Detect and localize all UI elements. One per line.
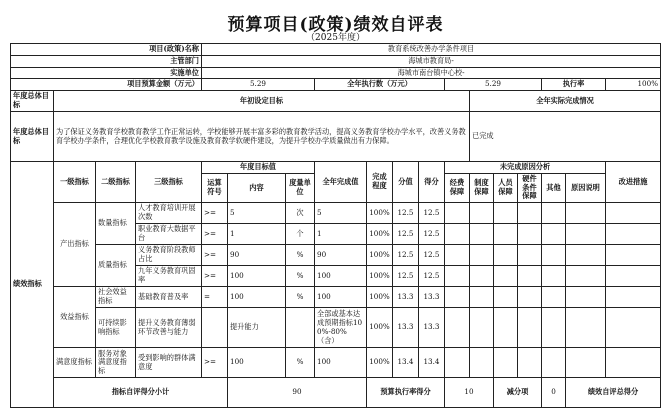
level1-header: 一级指标 (54, 162, 96, 203)
indicator-got: 13.4 (419, 348, 445, 378)
indicator-name: 人才教育培训开展次数 (136, 203, 202, 224)
score-header: 分值 (393, 162, 419, 203)
reason-group-header: 未完成原因分析 (445, 162, 606, 174)
indicator-got: 13.3 (419, 308, 445, 348)
total-label: 绩效自评总得分 (566, 378, 661, 407)
actual-header: 全年完成值 (315, 162, 367, 203)
indicator-degree: 100% (367, 245, 393, 266)
indicator-degree: 100% (367, 308, 393, 348)
reason-note-header: 原因说明 (566, 173, 606, 202)
goals-col-label: 年度总体目标 (11, 91, 54, 112)
subtotal-value: 90 (228, 378, 367, 407)
goals-actual-text: 已完成 (470, 112, 661, 162)
reason-system-header: 制度保障 (470, 173, 494, 202)
subtotal-label: 指标自评得分小计 (54, 378, 228, 407)
indicator-unit: % (286, 348, 315, 378)
table-row (11, 308, 661, 348)
dept-value: 海城市教育局- (202, 55, 661, 67)
performance-indicators-label: 绩效指标 (11, 162, 54, 407)
page-year: （2025年度） (306, 33, 365, 43)
satisfaction-group: 满意度指标 (54, 348, 96, 378)
page-title: 预算项目(政策)绩效自评表 (227, 15, 444, 35)
project-label: 项目(政策)名称 (11, 44, 202, 56)
budget-score-label: 预算执行率得分 (367, 378, 445, 407)
indicator-content: 提升能力 (228, 308, 286, 348)
got-header: 得分 (419, 162, 445, 203)
budget-rate-label: 执行率 (542, 79, 606, 91)
indicator-op (202, 308, 228, 348)
indicator-score: 13.4 (393, 348, 419, 378)
indicator-content: 1 (228, 224, 286, 245)
goals-initial-text: 为了保证义务教育学校教育教学工作正常运转，学校能够开展丰富多彩的教育教学活动，提高义务教育学校办学水平，改善义务教育学校办学条件，合理优化学校教育教学设施及教育教学软硬件建设，为提升学校办学质量做出有力保障。 (54, 112, 470, 162)
dept-row (11, 55, 661, 67)
sustain-group: 可持续影响指标 (96, 308, 136, 348)
op-header: 运算符号 (202, 173, 228, 202)
budget-exec-label: 全年执行数（万元） (315, 79, 445, 91)
indicator-actual: 全部或基本达成预期指标100%-80%（含） (315, 308, 367, 348)
indicator-unit: % (286, 245, 315, 266)
indicator-got: 12.5 (419, 224, 445, 245)
project-value: 教育系统改善办学条件项目 (202, 44, 661, 56)
budget-amount-label: 项目预算金额（万元） (11, 79, 202, 91)
goals-initial-label: 年初设定目标 (54, 91, 470, 112)
reason-funding-header: 经费保障 (445, 173, 470, 202)
indicator-score: 12.5 (393, 203, 419, 224)
indicator-unit: % (286, 266, 315, 287)
indicator-content: 100 (228, 348, 286, 378)
goals-actual-label: 全年实际完成情况 (470, 91, 661, 112)
indicator-degree: 100% (367, 348, 393, 378)
evaluation-table (10, 43, 661, 408)
indicator-name: 受到影响的群体满意度 (136, 348, 202, 378)
indicator-degree: 100% (367, 287, 393, 308)
unit-header: 度量单位 (286, 173, 315, 202)
table-row (11, 287, 661, 308)
indicator-score: 12.5 (393, 266, 419, 287)
annual-value-header: 年度目标值 (202, 162, 315, 174)
benefit-group: 效益指标 (54, 287, 96, 348)
indicator-degree: 100% (367, 224, 393, 245)
reason-hardware-header: 硬件条件保障 (518, 173, 542, 202)
indicator-content: 100 (228, 287, 286, 308)
indicator-name: 职业教育大数据平台 (136, 224, 202, 245)
indicator-unit (286, 308, 315, 348)
indicator-actual: 1 (315, 224, 367, 245)
table-row (11, 203, 661, 224)
footer-row (11, 378, 661, 407)
indicator-actual: 5 (315, 203, 367, 224)
content-header: 内容 (228, 173, 286, 202)
indicator-got: 12.5 (419, 203, 445, 224)
budget-exec-value: 5.29 (445, 79, 542, 91)
reason-staff-header: 人员保障 (494, 173, 518, 202)
project-row (11, 44, 661, 56)
reason-other-header: 其他 (542, 173, 566, 202)
indicator-content: 100 (228, 266, 286, 287)
indicator-name: 义务教育阶段教师占比 (136, 245, 202, 266)
unit-row (11, 67, 661, 79)
indicator-got: 12.5 (419, 245, 445, 266)
quality-group: 质量指标 (96, 245, 136, 287)
budget-row (11, 79, 661, 91)
indicator-score: 13.3 (393, 308, 419, 348)
degree-header: 完成程度 (367, 162, 393, 203)
measures-header: 改进措施 (606, 162, 661, 203)
indicator-unit: 次 (286, 203, 315, 224)
indicator-name: 九年义务教育巩固率 (136, 266, 202, 287)
indicator-header-row1 (11, 162, 661, 174)
deduct-value: 0 (542, 378, 566, 407)
indicator-actual: 90 (315, 245, 367, 266)
indicator-unit: 个 (286, 224, 315, 245)
indicator-actual: 100 (315, 287, 367, 308)
service-group: 服务对象满意度指标 (96, 348, 136, 378)
goals-row-label: 年度总体目标 (11, 112, 54, 162)
deduct-label: 减分项 (494, 378, 542, 407)
indicator-op: >= (202, 266, 228, 287)
indicator-op: >= (202, 224, 228, 245)
output-group: 产出指标 (54, 203, 96, 287)
indicator-content: 90 (228, 245, 286, 266)
indicator-op: >= (202, 348, 228, 378)
indicator-op: >= (202, 245, 228, 266)
indicator-unit: % (286, 287, 315, 308)
unit-value: 海城市南台镇中心校- (202, 67, 661, 79)
quantity-group: 数量指标 (96, 203, 136, 245)
indicator-score: 12.5 (393, 224, 419, 245)
goals-row (11, 112, 661, 162)
indicator-op: >= (202, 203, 228, 224)
level2-header: 二级指标 (96, 162, 136, 203)
indicator-score: 12.5 (393, 245, 419, 266)
indicator-got: 12.5 (419, 266, 445, 287)
table-row (11, 348, 661, 378)
indicator-got: 13.3 (419, 287, 445, 308)
table-row (11, 245, 661, 266)
budget-rate-value: 100% (606, 79, 661, 91)
goals-header-row (11, 91, 661, 112)
budget-score-value: 10 (445, 378, 494, 407)
social-group: 社会效益指标 (96, 287, 136, 308)
indicator-actual: 100 (315, 348, 367, 378)
indicator-degree: 100% (367, 203, 393, 224)
level3-header: 三级指标 (136, 162, 202, 203)
dept-label: 主管部门 (11, 55, 202, 67)
indicator-degree: 100% (367, 266, 393, 287)
budget-amount-value: 5.29 (202, 79, 315, 91)
indicator-actual: 100 (315, 266, 367, 287)
indicator-op: = (202, 287, 228, 308)
unit-label: 实施单位 (11, 67, 202, 79)
indicator-content: 5 (228, 203, 286, 224)
indicator-name: 基础教育普及率 (136, 287, 202, 308)
indicator-score: 13.3 (393, 287, 419, 308)
indicator-name: 提升义务教育薄弱环节改善与能力 (136, 308, 202, 348)
